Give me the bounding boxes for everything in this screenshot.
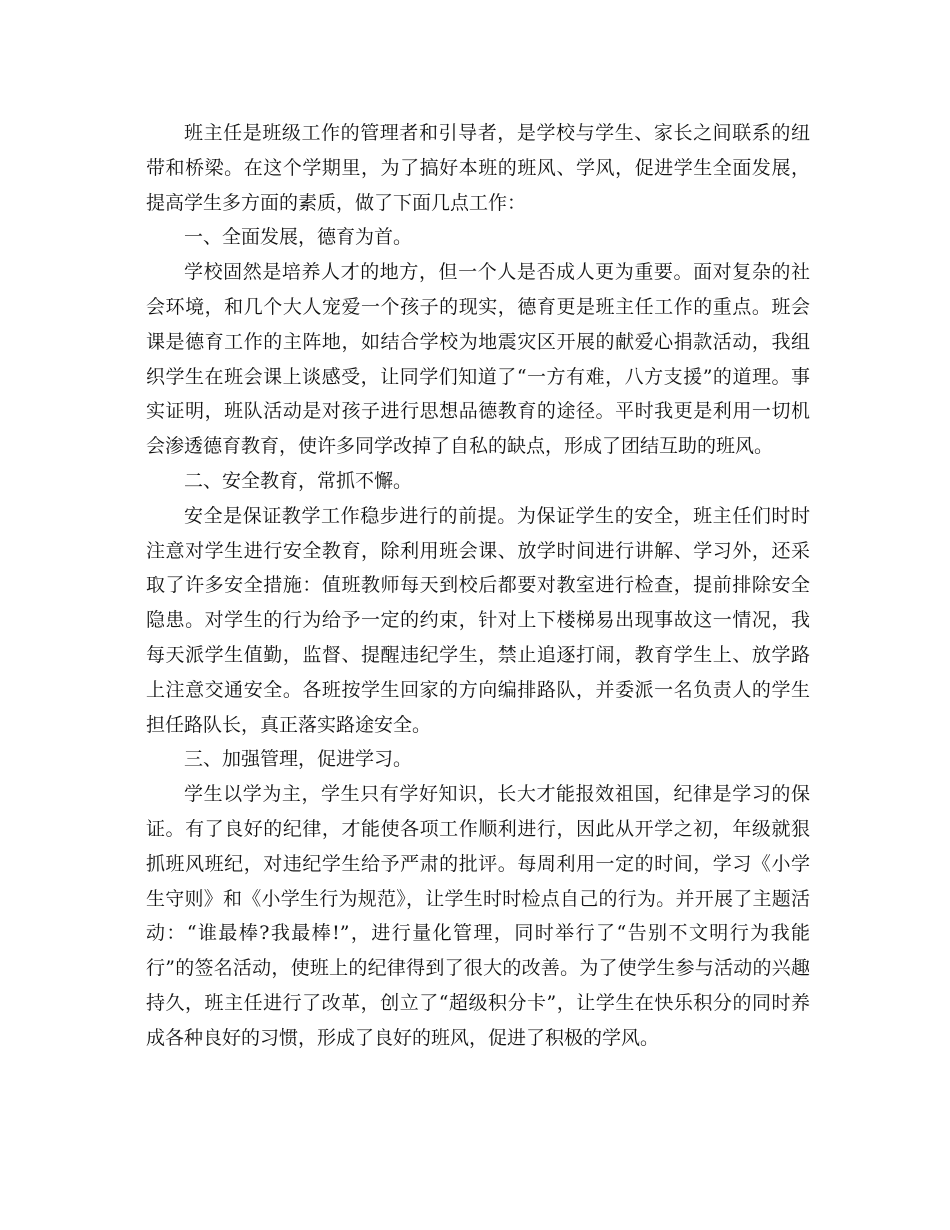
document-body <box>146 116 810 1056</box>
management-paragraph: 学生以学为主，学生只有学好知识，长大才能报效祖国，纪律是学习的保证。有了良好的纪律，才能使各项工作顺利进行，因此从开学之初，年级就狠抓班风班纪，对违纪学生给予严肃的批评。每周利用一定的时间，学习《小学生守则》和《小学生行为规范》，让学生时时检点自己的行为。并开展了主题活动：“谁最棒?我最棒!”，进行量化管理，同时举行了“告别不文明行为我能行”的签名活动，使班上的纪律得到了很大的改善。为了使学生参与活动的兴趣持久，班主任进行了改革，创立了“超级积分卡”，让学生在快乐积分的同时养成各种良好的习惯，形成了良好的班风，促进了积极的学风。 <box>146 783 810 1049</box>
intro-paragraph: 班主任是班级工作的管理者和引导者，是学校与学生、家长之间联系的纽带和桥梁。在这个学期里，为了搞好本班的班风、学风，促进学生全面发展，提高学生多方面的素质，做了下面几点工作： <box>146 122 810 214</box>
section-heading-moral-education: 一、全面发展，德育为首。 <box>184 226 413 249</box>
safety-education-paragraph: 安全是保证教学工作稳步进行的前提。为保证学生的安全，班主任们时时注意对学生进行安全教育，除利用班会课、放学时间进行讲解、学习外，还采取了许多安全措施：值班教师每天到校后都要对教室进行检查，提前排除安全隐患。对学生的行为给予一定的约束，针对上下楼梯易出现事故这一情况，我每天派学生值勤，监督、提醒违纪学生，禁止追逐打闹，教育学生上、放学路上注意交通安全。各班按学生回家的方向编排路队，并委派一名负责人的学生担任路队长，真正落实路途安全。 <box>146 504 810 736</box>
section-heading-management: 三、加强管理，促进学习。 <box>184 748 413 771</box>
moral-education-paragraph: 学校固然是培养人才的地方，但一个人是否成人更为重要。面对复杂的社会环境，和几个大人宠爱一个孩子的现实，德育更是班主任工作的重点。班会课是德育工作的主阵地，如结合学校为地震灾区开展的献爱心捐款活动，我组织学生在班会课上谈感受，让同学们知道了“一方有难，八方支援”的道理。事实证明，班队活动是对孩子进行思想品德教育的途径。平时我更是利用一切机会渗透德育教育，使许多同学改掉了自私的缺点，形成了团结互助的班风。 <box>146 261 810 458</box>
section-heading-safety-education: 二、安全教育，常抓不懈。 <box>184 469 413 492</box>
